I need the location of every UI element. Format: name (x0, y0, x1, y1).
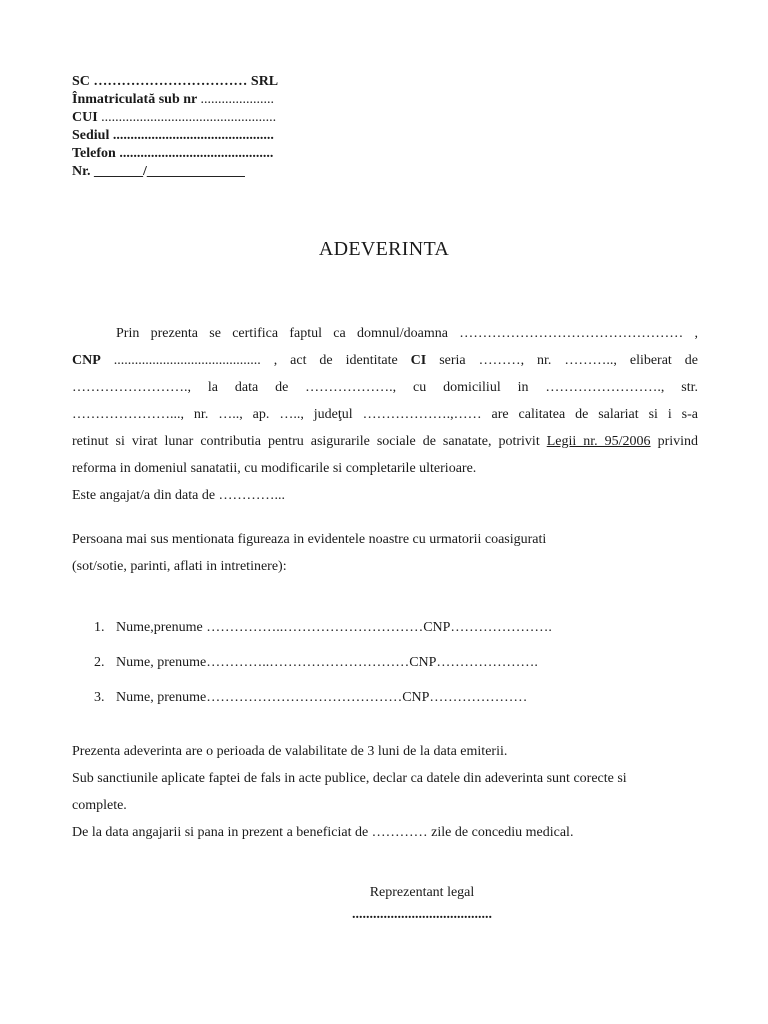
phone-label: Telefon (72, 146, 116, 161)
medical-leave-line: De la data angajarii si pana in prezent a beneficiat de ………… zile de concediu medical. (72, 825, 574, 840)
registration-label: Înmatriculată sub nr (72, 92, 197, 107)
coinsured-line-2: (sot/sotie, parinti, aflati in intretinere): (72, 559, 287, 574)
signature-line: ........................................ (352, 907, 492, 922)
cui-line (72, 109, 278, 127)
list-item (94, 616, 552, 651)
seat-line (72, 127, 278, 145)
seat-fill: .............................................. (112, 128, 274, 143)
list-number: 2. (94, 655, 105, 670)
company-suffix: SRL (250, 74, 279, 89)
coinsured-list (94, 616, 552, 721)
paragraph-line-6: reforma in domeniul sanatatii, cu modificarile si completarile ulterioare. (72, 461, 477, 476)
paragraph-line-2-text: .......................................... , act de identitate (100, 353, 411, 368)
law-link[interactable]: Legii nr. 95/2006 (546, 434, 651, 449)
number-fill: _______/______________ (94, 164, 245, 179)
paragraph-line-3: ……………………., la data de ………………., cu domiciliul in ……………………., str. (72, 380, 698, 395)
paragraph-line-5-end: privind (650, 434, 699, 449)
number-line (72, 163, 278, 181)
list-text: Nume,prenume ……………..…………………………CNP…………………. (116, 620, 552, 635)
signature-label: Reprezentant legal (369, 885, 475, 900)
number-label: Nr. (72, 164, 91, 179)
list-text: Nume, prenume……………………………………CNP………………… (116, 690, 528, 705)
cnp-label: CNP (72, 353, 101, 368)
closing-text (72, 738, 632, 846)
cui-fill: .................................................. (101, 110, 277, 125)
ci-label: CI (410, 353, 427, 368)
list-item (94, 651, 552, 686)
certificate-paragraph (72, 320, 698, 509)
phone-line (72, 145, 278, 163)
phone-fill: ............................................ (119, 146, 274, 161)
registration-fill: ..................... (200, 92, 274, 107)
coinsured-line-1: Persoana mai sus mentionata figureaza in evidentele noastre cu urmatorii coasigurati (72, 532, 547, 547)
cui-label: CUI (72, 110, 98, 125)
list-item (94, 686, 552, 721)
employment-date-line: Este angajat/a din data de …………... (72, 488, 286, 503)
company-label: SC (72, 74, 90, 89)
paragraph-line-5 (72, 428, 698, 455)
list-text: Nume, prenume…………..…………………………CNP…………………. (116, 655, 538, 670)
declaration-line: Sub sanctiunile aplicate faptei de fals in acte publice, declar ca datele din adeverinta sunt corecte si (72, 771, 627, 786)
document-title: ADEVERINTA (318, 238, 450, 260)
signature-block (0, 882, 768, 926)
paragraph-line-4: …………………..., nr. ….., ap. ….., judeţul ……………….,…… are calitatea de salariat si i s-a (72, 407, 698, 422)
list-number: 1. (94, 620, 105, 635)
paragraph-line-5-text: retinut si virat lunar contributia pentru asigurarile sociale de sanatate, potrivit (72, 434, 547, 449)
company-line (72, 73, 278, 91)
company-header (72, 73, 278, 181)
registration-line (72, 91, 278, 109)
paragraph-line-2-end: seria ………, nr. ……….., eliberat de (426, 353, 698, 368)
coinsured-intro (72, 526, 546, 580)
declaration-line-end: complete. (72, 798, 127, 813)
paragraph-line-2 (72, 347, 698, 374)
company-fill: …………………………… (93, 74, 248, 89)
seat-label: Sediul (72, 128, 110, 143)
paragraph-line-1 (72, 320, 698, 347)
validity-line: Prezenta adeverinta are o perioada de valabilitate de 3 luni de la data emiterii. (72, 744, 508, 759)
paragraph-line-1-text: Prin prezenta se certifica faptul ca domnul/doamna ………………………………………… , (116, 326, 698, 341)
list-number: 3. (94, 690, 105, 705)
